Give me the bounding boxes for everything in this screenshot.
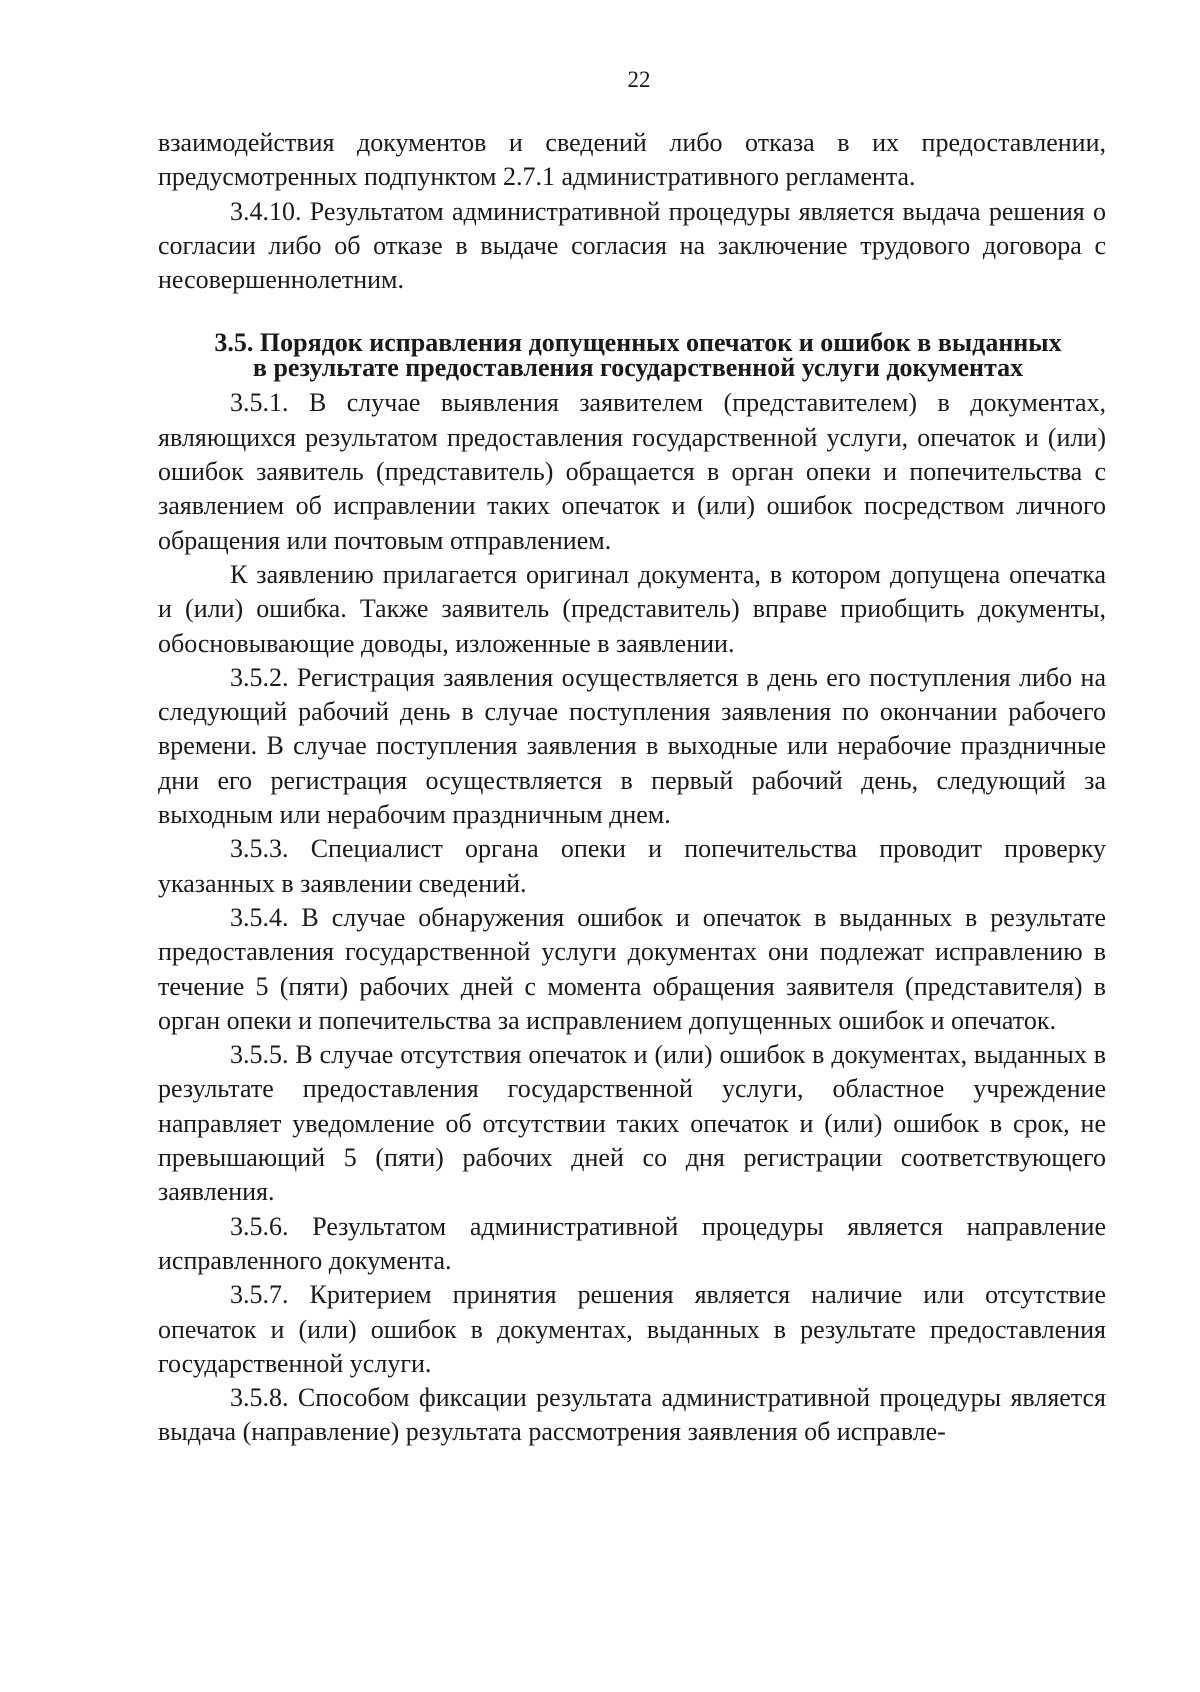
paragraph-3-5-2: 3.5.2. Регистрация заявления осуществляется в день его поступления либо на следующий рабочий день в случае поступления заявления по окончании рабочего времени. В случае поступления заявления в выходные или нерабочие праздничные дни его регистрация осуществляется в первый рабочий день, следующий за выходным или нерабочим праздничным днем.: [158, 662, 1106, 830]
page-number: 22: [627, 67, 651, 92]
paragraph-3-4-10: 3.4.10. Результатом административной процедуры является выдача решения о согласии либо об отказе в выдаче согласия на заключение трудового договора с несовершеннолетним.: [158, 196, 1106, 295]
paragraph-3-5-1: 3.5.1. В случае выявления заявителем (представителем) в документах, являющихся результатом предоставления государственной услуги, опечаток и (или) ошибок заявитель (представитель) обращается в орган опеки и попечительства с заявлением об исправлении таких опечаток и (или) ошибок посредством личного обращения или почтовым отправлением.: [158, 388, 1106, 555]
paragraph-3-5-6: 3.5.6. Результатом административной процедуры является направление исправленного документа.: [158, 1211, 1106, 1275]
paragraph-3-5-3: 3.5.3. Специалист органа опеки и попечительства проводит проверку указанных в заявлении сведений.: [158, 834, 1106, 898]
paragraph-attachment: К заявлению прилагается оригинал документа, в котором допущена опечатка и (или) ошибка. Также заявитель (представитель) вправе приобщить документы, обосновывающие доводы, изложенные в заявлении.: [158, 559, 1106, 658]
section-heading-3-5: 3.5. Порядок исправления допущенных опечаток и ошибок в выданных в результате предоставления государственной услуги документах: [214, 328, 1062, 383]
paragraph-3-5-5: 3.5.5. В случае отсутствия опечаток и (или) ошибок в документах, выданных в результате предоставления государственной услуги, областное учреждение направляет уведомление об отсутствии таких опечаток и (или) ошибок в срок, не превышающий 5 (пяти) рабочих дней со дня регистрации соответствующего заявления.: [158, 1040, 1106, 1207]
document-body: [158, 126, 1106, 1450]
paragraph-3-5-4: 3.5.4. В случае обнаружения ошибок и опечаток в выданных в результате предоставления государственной услуги документах они подлежат исправлению в течение 5 (пяти) рабочих дней с момента обращения заявителя (представителя) в орган опеки и попечительства за исправлением допущенных ошибок и опечаток.: [158, 902, 1106, 1035]
paragraph-3-5-7: 3.5.7. Критерием принятия решения является наличие или отсутствие опечаток и (или) ошибок в документах, выданных в результате предоставления государственной услуги.: [158, 1280, 1106, 1378]
paragraph-continuation: взаимодействия документов и сведений либо отказа в их предоставлении, предусмотренных подпунктом 2.7.1 административного регламента.: [158, 128, 1106, 192]
paragraph-3-5-8: 3.5.8. Способом фиксации результата административной процедуры является выдача (направление) результата рассмотрения заявления об исправле-: [158, 1383, 1106, 1447]
